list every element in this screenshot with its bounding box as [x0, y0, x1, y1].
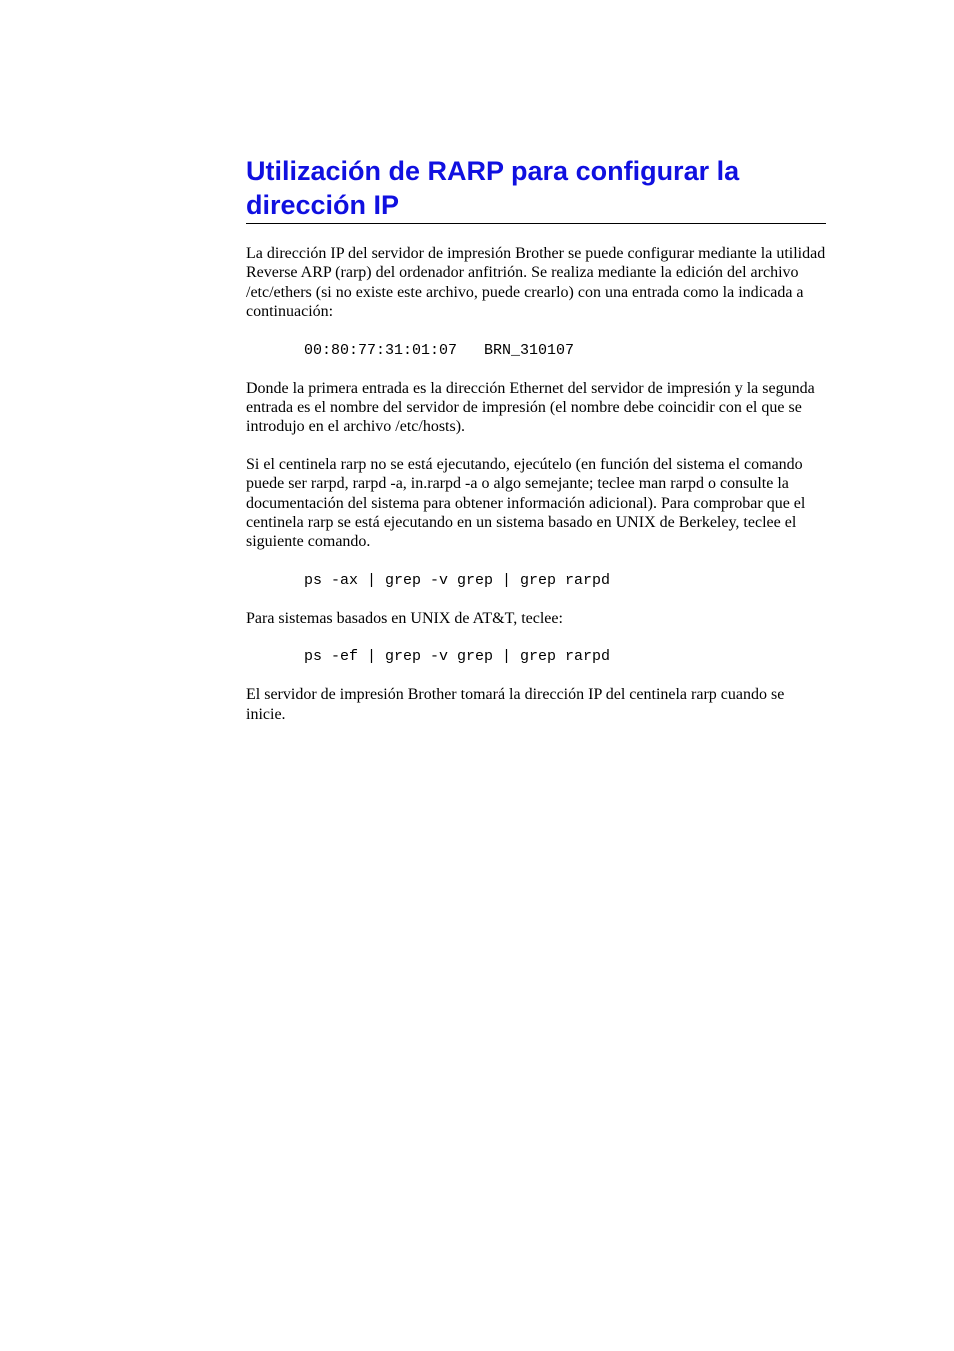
section-title-line-2: dirección IP [246, 190, 400, 220]
intro-paragraph: La dirección IP del servidor de impresión Brother se puede configurar mediante la utilidad Reverse ARP (rarp) del ordenador anfitrión. Se realiza mediante la edición del archivo /etc/ethers (si no existe este archivo, puede crearlo) con una entrada como la indicada a continuación: [246, 245, 826, 321]
ethers-explanation-paragraph: Donde la primera entrada es la dirección Ethernet del servidor de impresión y la segunda entrada es el nombre del servidor de impresión (el nombre debe coincidir con el que se introdujo en el archivo /etc/hosts). [246, 379, 815, 436]
ethers-entry-code: 00:80:77:31:01:07 BRN_310107 [304, 341, 575, 359]
closing-paragraph: El servidor de impresión Brother tomará la dirección IP del centinela rarp cuando se inicie. [246, 686, 785, 723]
section-title [246, 154, 826, 224]
document-page [246, 154, 826, 724]
att-command-code: ps -ef | grep -v grep | grep rarpd [304, 648, 611, 666]
att-intro-paragraph: Para sistemas basados en UNIX de AT&T, teclee: [246, 609, 563, 627]
berkeley-command-code: ps -ax | grep -v grep | grep rarpd [304, 571, 611, 589]
section-title-line-1: Utilización de RARP para configurar la [246, 156, 740, 186]
daemon-check-paragraph: Si el centinela rarp no se está ejecutando, ejecútelo (en función del sistema el comando puede ser rarpd, rarpd -a, in.rarpd -a o algo semejante; teclee man rarpd o consulte la documentación del sistema para obtener información adicional). Para comprobar que el centinela rarp se está ejecutando en un sistema basado en UNIX de Berkeley, teclee el siguiente comando. [246, 455, 806, 551]
